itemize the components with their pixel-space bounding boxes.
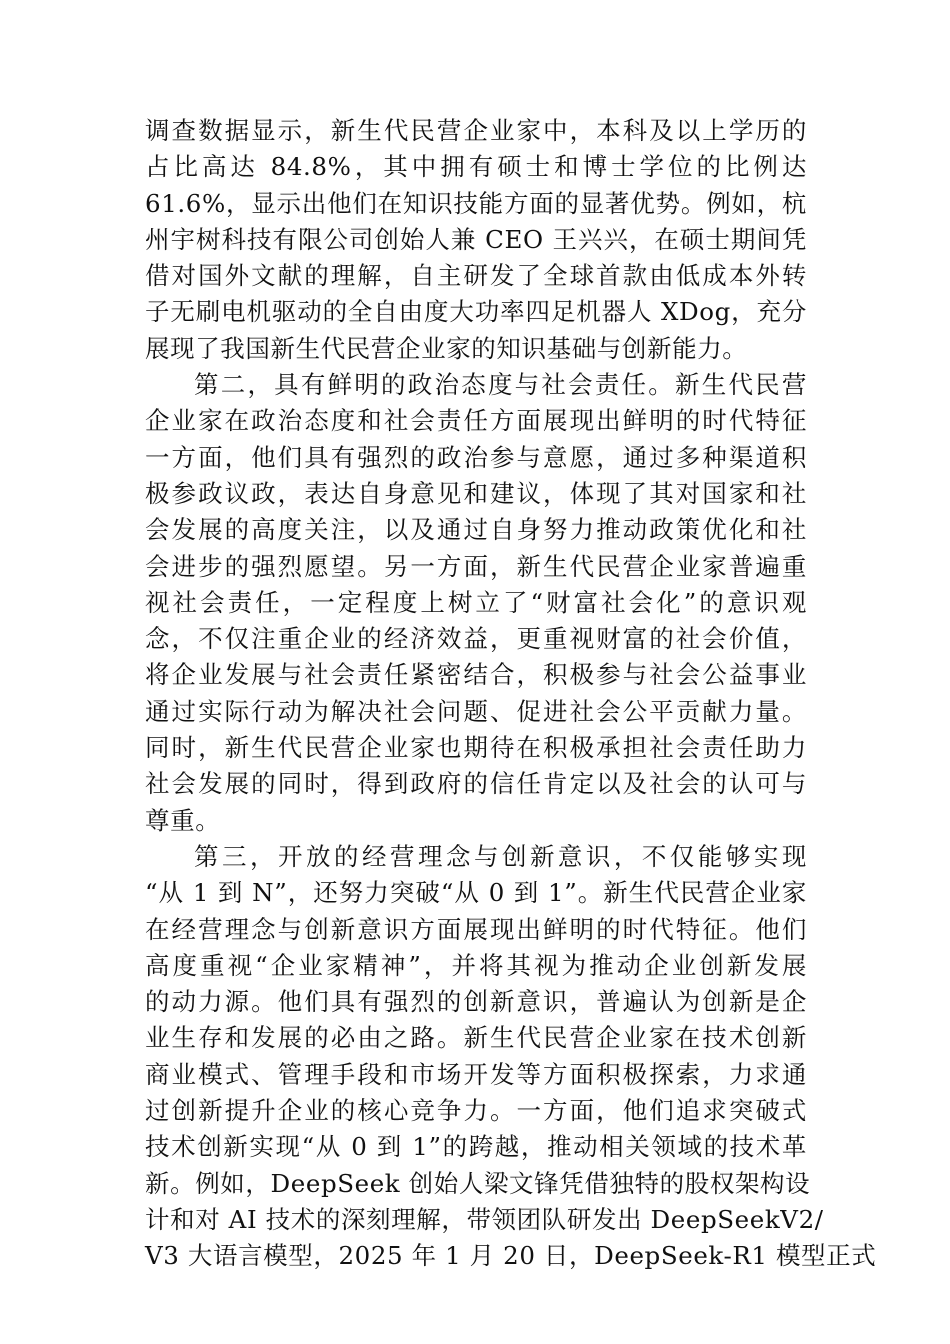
text-line: 商业模式、管理手段和市场开发等方面积极探索，力求通 [145, 1059, 807, 1089]
text-line: 业生存和发展的必由之路。新生代民营企业家在技术创新 [145, 1023, 807, 1053]
text-line: 尊重。 [145, 805, 221, 835]
text-line: 第二，具有鲜明的政治态度与社会责任。新生代民营 [194, 370, 807, 400]
text-line: 企业家在政治态度和社会责任方面展现出鲜明的时代特征 [145, 406, 807, 436]
text-line: 的动力源。他们具有强烈的创新意识，普遍认为创新是企 [145, 987, 807, 1017]
text-line: 61.6%，显示出他们在知识技能方面的显著优势。例如，杭 [145, 188, 807, 218]
text-line: 过创新提升企业的核心竞争力。一方面，他们追求突破式 [145, 1096, 807, 1126]
text-line: V3 大语言模型，2025 年 1 月 20 日，DeepSeek-R1 模型正式 [145, 1241, 877, 1271]
text-line: 在经营理念与创新意识方面展现出鲜明的时代特征。他们 [145, 914, 807, 944]
text-line: 计和对 AI 技术的深刻理解，带领团队研发出 DeepSeekV2/ [145, 1204, 824, 1234]
text-line: 借对国外文献的理解，自主研发了全球首款由低成本外转 [145, 261, 807, 291]
text-line: 子无刷电机驱动的全自由度大功率四足机器人 XDog，充分 [145, 297, 807, 327]
text-line: 州宇树科技有限公司创始人兼 CEO 王兴兴，在硕士期间凭 [145, 224, 807, 254]
text-line: 第三，开放的经营理念与创新意识，不仅能够实现 [194, 841, 807, 871]
text-line: 极参政议政，表达自身意见和建议，体现了其对国家和社 [145, 478, 807, 508]
text-line: 一方面，他们具有强烈的政治参与意愿，通过多种渠道积 [145, 442, 807, 472]
text-line: 念，不仅注重企业的经济效益，更重视财富的社会价值， [145, 624, 807, 654]
text-line: 视社会责任，一定程度上树立了“财富社会化”的意识观 [145, 587, 807, 617]
text-line: 新。例如，DeepSeek 创始人梁文锋凭借独特的股权架构设 [145, 1168, 811, 1198]
body-text [145, 113, 877, 1275]
text-line: “从 1 到 N”，还努力突破“从 0 到 1”。新生代民营企业家 [145, 878, 807, 908]
text-line: 社会发展的同时，得到政府的信任肯定以及社会的认可与 [145, 769, 807, 799]
text-line: 高度重视“企业家精神”，并将其视为推动企业创新发展 [145, 950, 807, 980]
text-line: 占比高达 84.8%，其中拥有硕士和博士学位的比例达 [145, 152, 807, 182]
text-line: 会发展的高度关注，以及通过自身努力推动政策优化和社 [145, 515, 807, 545]
text-line: 技术创新实现“从 0 到 1”的跨越，推动相关领域的技术革 [145, 1132, 807, 1162]
text-line: 会进步的强烈愿望。另一方面，新生代民营企业家普遍重 [145, 551, 807, 581]
text-line: 同时，新生代民营企业家也期待在积极承担社会责任助力 [145, 733, 807, 763]
text-line: 调查数据显示，新生代民营企业家中，本科及以上学历的 [145, 116, 807, 145]
text-line: 展现了我国新生代民营企业家的知识基础与创新能力。 [145, 333, 748, 363]
text-line: 将企业发展与社会责任紧密结合，积极参与社会公益事业 [145, 660, 807, 690]
text-line: 通过实际行动为解决社会问题、促进社会公平贡献力量。 [145, 696, 807, 726]
